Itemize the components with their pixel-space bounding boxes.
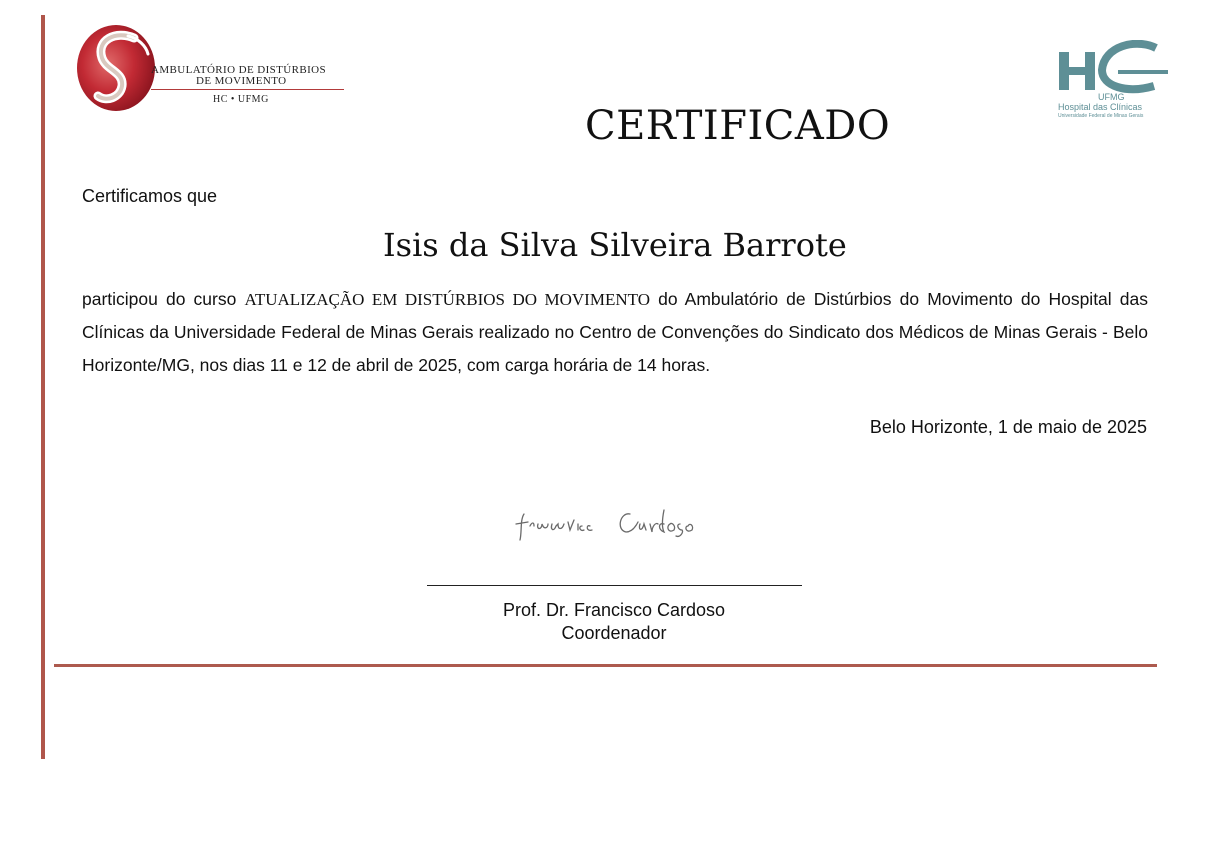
- logo-right-line1: Hospital das Clínicas: [1058, 102, 1143, 112]
- signer-name: Prof. Dr. Francisco Cardoso: [502, 600, 726, 620]
- signer-role: Coordenador: [561, 623, 667, 643]
- ambulatorio-logo-mark: [76, 24, 162, 114]
- recipient-name: Isis da Silva Silveira Barrote: [383, 226, 847, 264]
- hospital-clinicas-logo: [1056, 40, 1171, 125]
- body-prefix: participou do curso: [82, 289, 245, 309]
- logo-left-line3: HC • UFMG: [213, 94, 269, 105]
- course-name: ATUALIZAÇÃO EM DISTÚRBIOS DO MOVIMENTO: [244, 290, 650, 309]
- logo-left-divider: [151, 89, 344, 90]
- bottom-border-rule: [54, 664, 1157, 667]
- signature-text: francisco Cardoso: [512, 500, 521, 501]
- ambulatorio-logo: [76, 24, 356, 114]
- body-suffix: do Ambulatório de Distúrbios do Movimento do Hospital das Clínicas da Universidade Federal de Minas Gerais realizado no Centro de Convenções do Sindicato dos Médicos de Minas Gerais - Belo Horizonte/MG, nos dias 11 e 12 de abril de 2025, com carga horária de 14 horas.: [82, 289, 1148, 375]
- logo-right-line2: Universidade Federal de Minas Gerais: [1058, 113, 1144, 119]
- handwritten-signature: [512, 500, 722, 550]
- intro-text: Certificamos que: [82, 186, 218, 206]
- certificate-title: CERTIFICADO: [585, 103, 891, 149]
- left-border-rule: [41, 15, 45, 759]
- signature-line: [427, 585, 802, 586]
- certificate-body: [82, 283, 1148, 382]
- place-date: Belo Horizonte, 1 de maio de 2025: [869, 417, 1147, 437]
- logo-left-line1: AMBULATÓRIO DE DISTÚRBIOS: [151, 64, 327, 76]
- logo-left-line2: DE MOVIMENTO: [196, 75, 287, 87]
- hc-logo-mark: [1056, 40, 1171, 102]
- hc-logo-sub: UFMG: [1098, 92, 1125, 102]
